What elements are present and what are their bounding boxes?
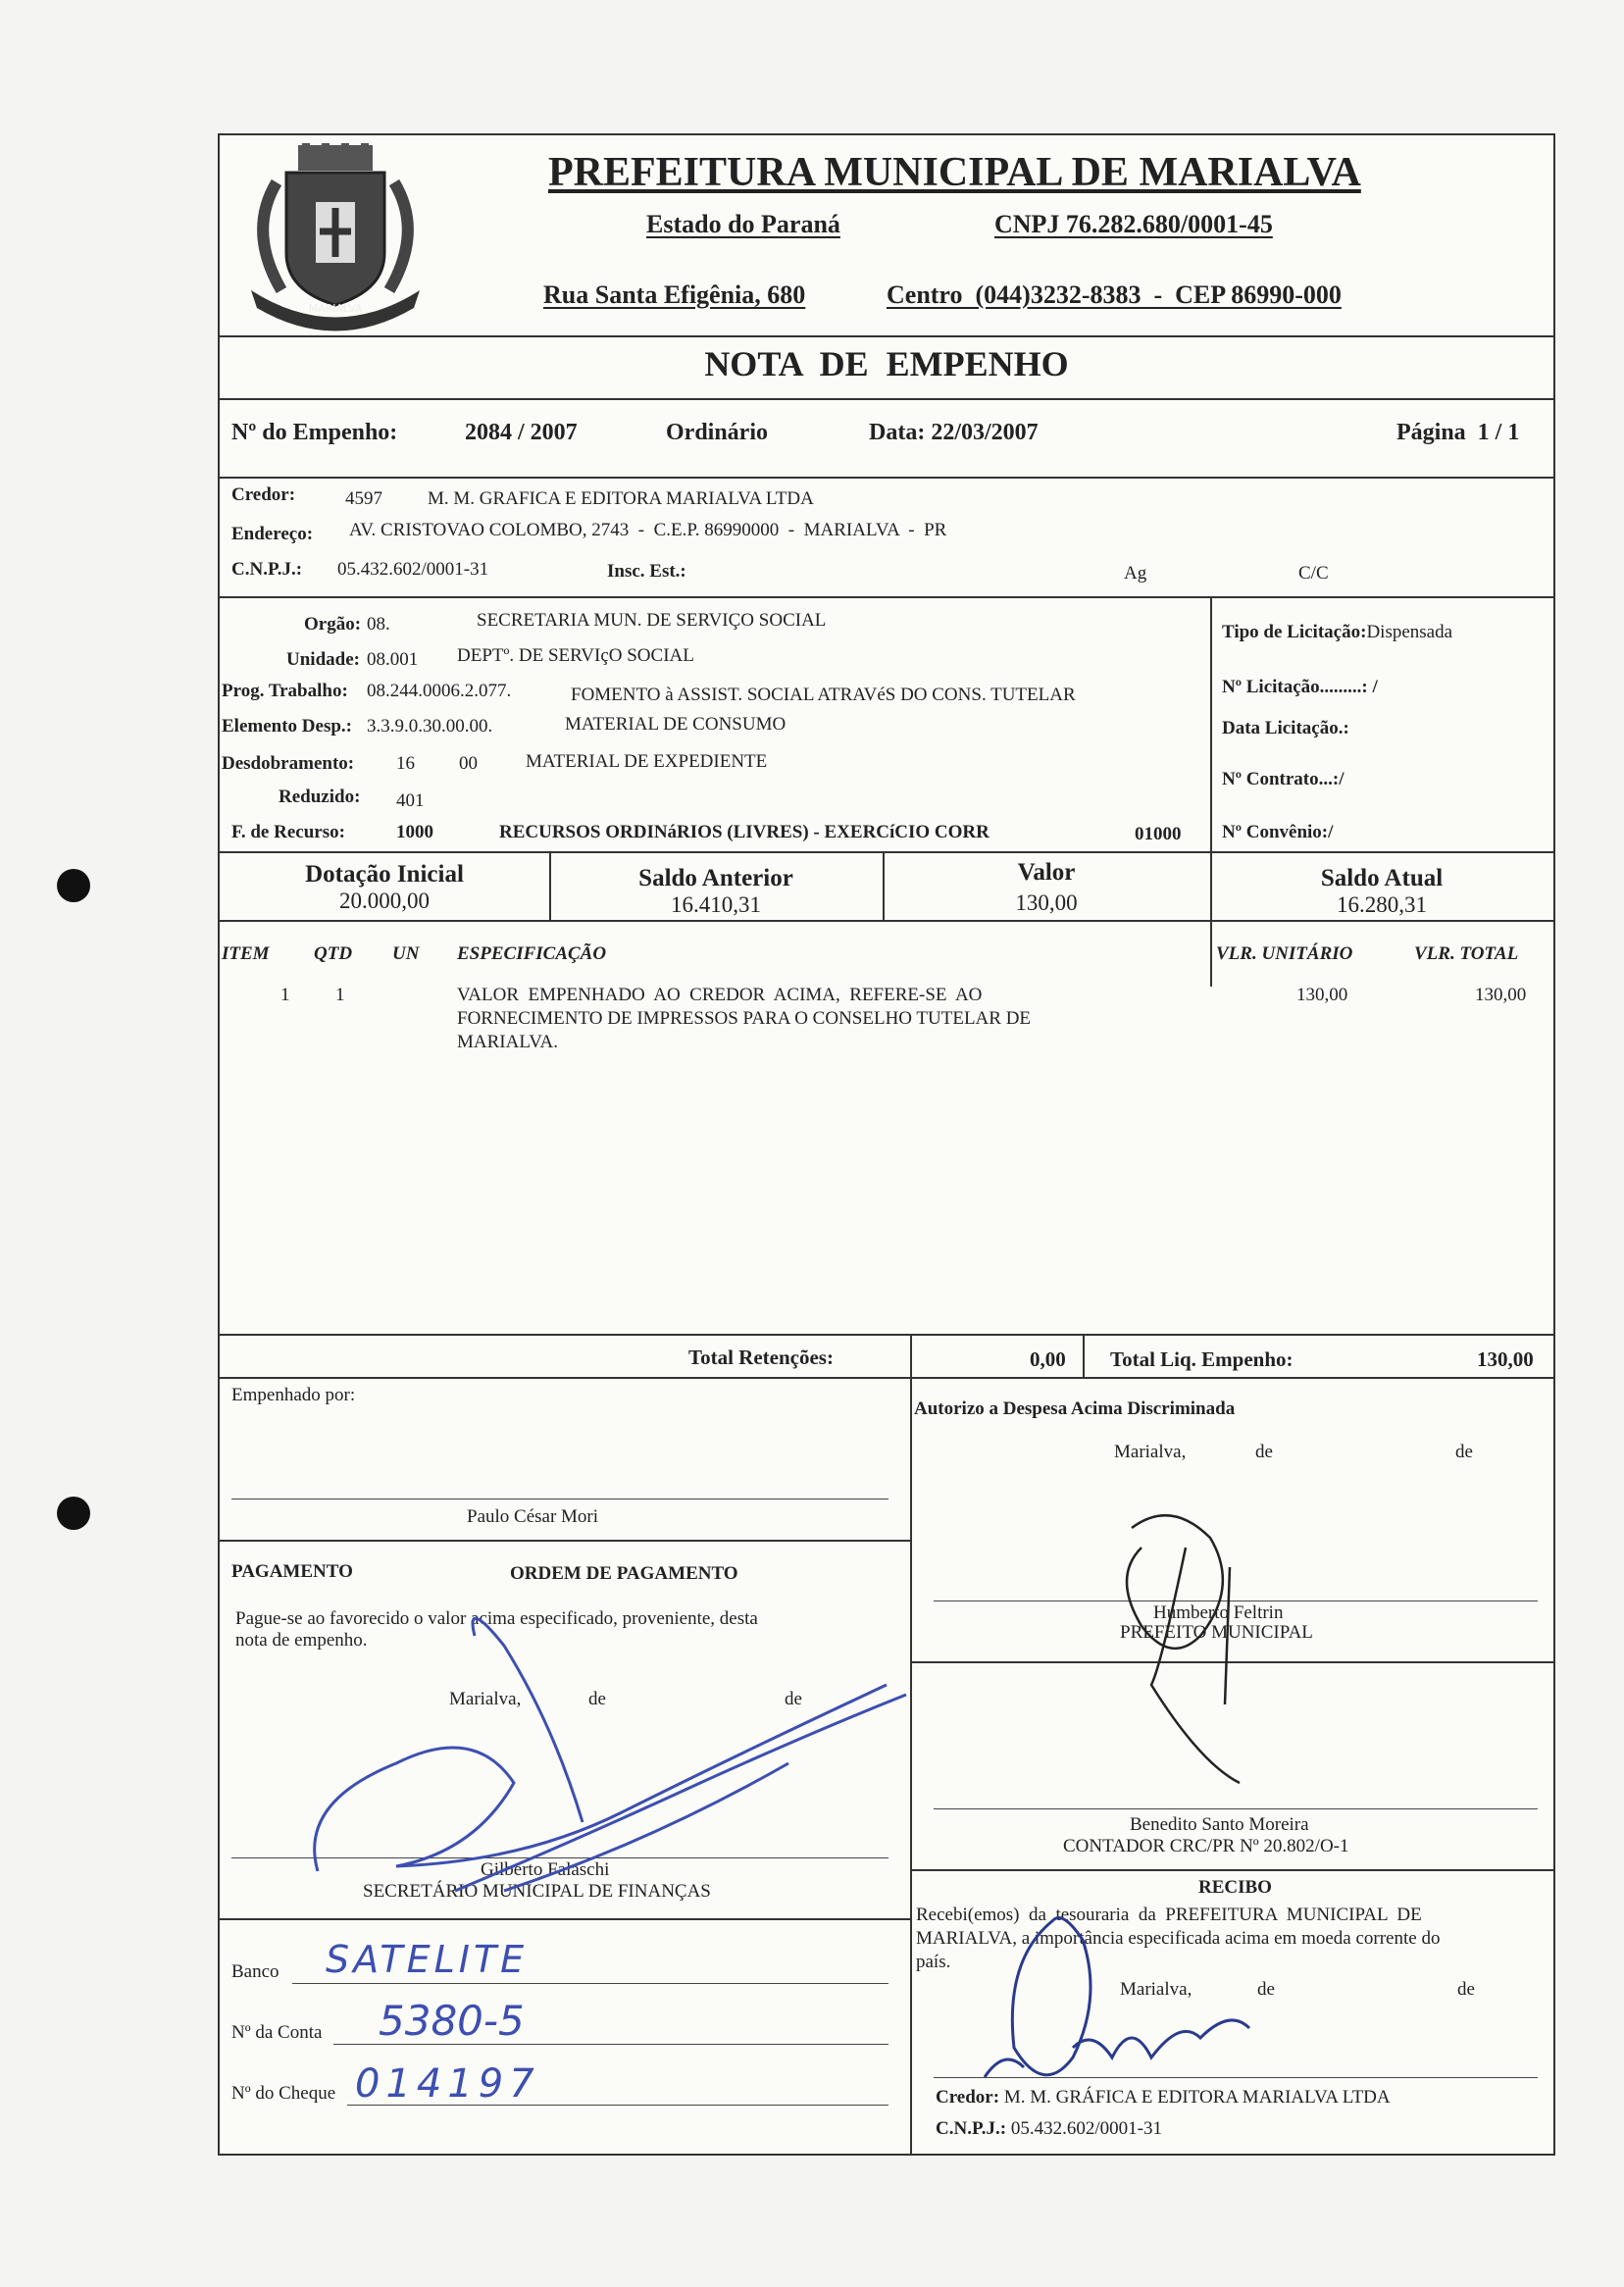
pague-se-line2: nota de empenho. [235,1630,368,1651]
unidade-name: DEPTº. DE SERVIçO SOCIAL [457,645,694,666]
autorizo-de-2: de [1455,1442,1473,1462]
credor-address: AV. CRISTOVAO COLOMBO, 2743 - C.E.P. 86990000 - MARIALVA - PR [349,520,947,540]
reduzido-label: Reduzido: [279,787,361,807]
recurso-label: F. de Recurso: [231,822,345,842]
crest-text: MARIALVA [308,302,363,315]
empenho-number: 2084 / 2007 [465,420,578,445]
prefeitura-cnpj: CNPJ 76.282.680/0001-45 [994,210,1273,238]
prog-code: 08.244.0006.2.077. [367,681,512,701]
saldo-anterior-label: Saldo Anterior [638,865,793,891]
cheque-value: 014197 [355,2061,540,2107]
recibo-heading: RECIBO [1198,1877,1272,1898]
nota-de-empenho-form [218,133,1555,2156]
autorizo-place: Marialva, [1114,1442,1187,1462]
conta-value: 5380-5 [379,1997,525,2045]
state-label: Estado do Paraná [646,210,840,238]
contador-name: Benedito Santo Moreira [1130,1814,1309,1835]
col-vlr-unitario: VLR. UNITÁRIO [1216,943,1353,964]
insc-est-label: Insc. Est.: [607,561,686,582]
ordem-de-1: de [588,1689,606,1709]
elemento-code: 3.3.9.0.30.00.00. [367,716,493,737]
credor-address-label: Endereço: [231,524,314,544]
row-total-value: 130,00 [1475,985,1527,1005]
credor-cnpj: 05.432.602/0001-31 [337,559,489,580]
licitacao-number: Nº Licitação.........: / [1222,677,1378,697]
page-number: Página 1 / 1 [1396,420,1520,445]
valor-value: 130,00 [1015,890,1078,915]
contador-title: CONTADOR CRC/PR Nº 20.802/O-1 [1063,1836,1349,1856]
cheque-label: Nº do Cheque [231,2083,336,2104]
recibo-signature [965,1901,1259,2097]
recibo-credor-label: Credor: [936,2087,1000,2108]
saldo-anterior-value: 16.410,31 [671,892,761,917]
orgao-code: 08. [367,614,390,635]
secretario-name: Gilberto Falaschi [481,1859,610,1880]
desdobramento-code: 16 [396,753,415,774]
recibo-de-2: de [1457,1979,1475,2000]
recibo-de-1: de [1257,1979,1275,2000]
recurso-code: 1000 [396,822,433,842]
recibo-cnpj-label: C.N.P.J.: [936,2118,1007,2139]
prog-name: FOMENTO à ASSIST. SOCIAL ATRAVéS DO CONS. TUTELAR [571,685,1076,705]
desdobramento-name: MATERIAL DE EXPEDIENTE [526,751,768,772]
recibo-line1: Recebi(emos) da tesouraria da PREFEITURA MUNICIPAL DE [916,1905,1422,1925]
total-retencoes-label: Total Retenções: [688,1346,834,1369]
row-qtd: 1 [335,985,345,1005]
elemento-name: MATERIAL DE CONSUMO [565,714,787,735]
credor-code: 4597 [345,488,382,509]
secretario-signature [279,1606,945,1901]
orgao-label: Orgão: [304,614,362,635]
dotacao-inicial-value: 20.000,00 [339,889,430,913]
elemento-label: Elemento Desp.: [222,716,352,737]
empenho-number-label: Nº do Empenho: [231,420,398,445]
credor-name: M. M. GRAFICA E EDITORA MARIALVA LTDA [428,488,814,509]
credor-label: Credor: [231,484,296,505]
credor-cnpj-label: C.N.P.J.: [231,559,303,580]
pague-se-line1: Pague-se ao favorecido o valor acima especificado, proveniente, desta [235,1608,758,1629]
reduzido-value: 401 [396,790,425,811]
prefeito-name: Humberto Feltrin [1153,1602,1284,1623]
prefeito-title: PREFEITO MUNICIPAL [1120,1622,1313,1643]
banco-value: SATELITE [326,1938,529,1981]
row-spec-line1: VALOR EMPENHADO AO CREDOR ACIMA, REFERE-SE AO [457,985,983,1005]
recibo-cnpj-value: 05.432.602/0001-31 [1010,2118,1162,2139]
ordem-place: Marialva, [449,1689,522,1709]
prefeitura-address: Rua Santa Efigênia, 680 [543,280,806,309]
row-spec-line2: FORNECIMENTO DE IMPRESSOS PARA O CONSELHO TUTELAR DE [457,1008,1032,1029]
document-title: NOTA DE EMPENHO [704,344,1069,383]
row-spec-line3: MARIALVA. [457,1032,558,1052]
empenhado-por-label: Empenhado por: [231,1385,356,1405]
recibo-line3: país. [916,1952,951,1972]
convenio-number: Nº Convênio:/ [1222,822,1334,842]
row-item: 1 [280,985,290,1005]
total-liq-value: 130,00 [1477,1347,1534,1371]
unidade-code: 08.001 [367,649,419,670]
prefeito-signature [1083,1508,1279,1803]
saldo-atual-label: Saldo Atual [1320,865,1444,891]
col-un: UN [392,943,420,964]
saldo-atual-value: 16.280,31 [1337,892,1427,917]
empenhado-por-name: Paulo César Mori [467,1506,599,1527]
recurso-name: RECURSOS ORDINáRIOS (LIVRES) - EXERCíCIO CORR [499,822,990,842]
dotacao-inicial-label: Dotação Inicial [305,861,464,888]
secretario-title: SECRETÁRIO MUNICIPAL DE FINANÇAS [363,1881,711,1902]
ordem-de-2: de [785,1689,802,1709]
autorizo-label: Autorizo a Despesa Acima Discriminada [914,1398,1236,1419]
ordem-pagamento-heading: ORDEM DE PAGAMENTO [510,1563,738,1584]
recibo-credor-name: M. M. GRÁFICA E EDITORA MARIALVA LTDA [1003,2087,1391,2108]
desdobramento-subcode: 00 [459,753,478,774]
licitacao-date: Data Licitação.: [1222,718,1349,738]
page-title: PREFEITURA MUNICIPAL DE MARIALVA [548,150,1361,195]
ag-label: Ag [1124,563,1147,584]
row-unit-value: 130,00 [1296,985,1348,1005]
recurso-number: 01000 [1135,824,1182,844]
licitacao-type-caption: Tipo de Licitação: [1222,622,1367,642]
orgao-name: SECRETARIA MUN. DE SERVIÇO SOCIAL [477,610,827,631]
binder-hole-bottom [57,1497,90,1530]
empenho-type: Ordinário [666,420,769,445]
unidade-label: Unidade: [286,649,360,670]
col-vlr-total: VLR. TOTAL [1414,943,1519,964]
valor-label: Valor [1017,859,1076,886]
contrato-number: Nº Contrato...:/ [1222,769,1345,789]
recibo-place: Marialva, [1120,1979,1193,2000]
pagamento-heading: PAGAMENTO [231,1561,353,1582]
recibo-line2: MARIALVA, a importância especificada acima em moeda corrente do [916,1928,1441,1949]
cc-label: C/C [1298,563,1329,584]
banco-label: Banco [231,1961,279,1982]
total-liq-label: Total Liq. Empenho: [1110,1347,1294,1371]
col-especificacao: ESPECIFICAÇÃO [457,943,607,964]
conta-label: Nº da Conta [231,2022,323,2043]
empenho-date: Data: 22/03/2007 [869,420,1039,445]
licitacao-type-label [1222,622,1452,643]
binder-hole-top [57,869,90,902]
total-retencoes-value: 0,00 [1030,1347,1066,1371]
recibo-cnpj [936,2118,1162,2140]
licitacao-type-value: Dispensada [1366,622,1453,642]
col-item: ITEM [222,943,270,964]
prefeitura-address-rest: Centro (044)3232-8383 - CEP 86990-000 [887,280,1342,309]
desdobramento-label: Desdobramento: [222,753,355,774]
col-qtd: QTD [314,943,353,964]
prog-label: Prog. Trabalho: [222,681,348,701]
autorizo-de-1: de [1255,1442,1273,1462]
